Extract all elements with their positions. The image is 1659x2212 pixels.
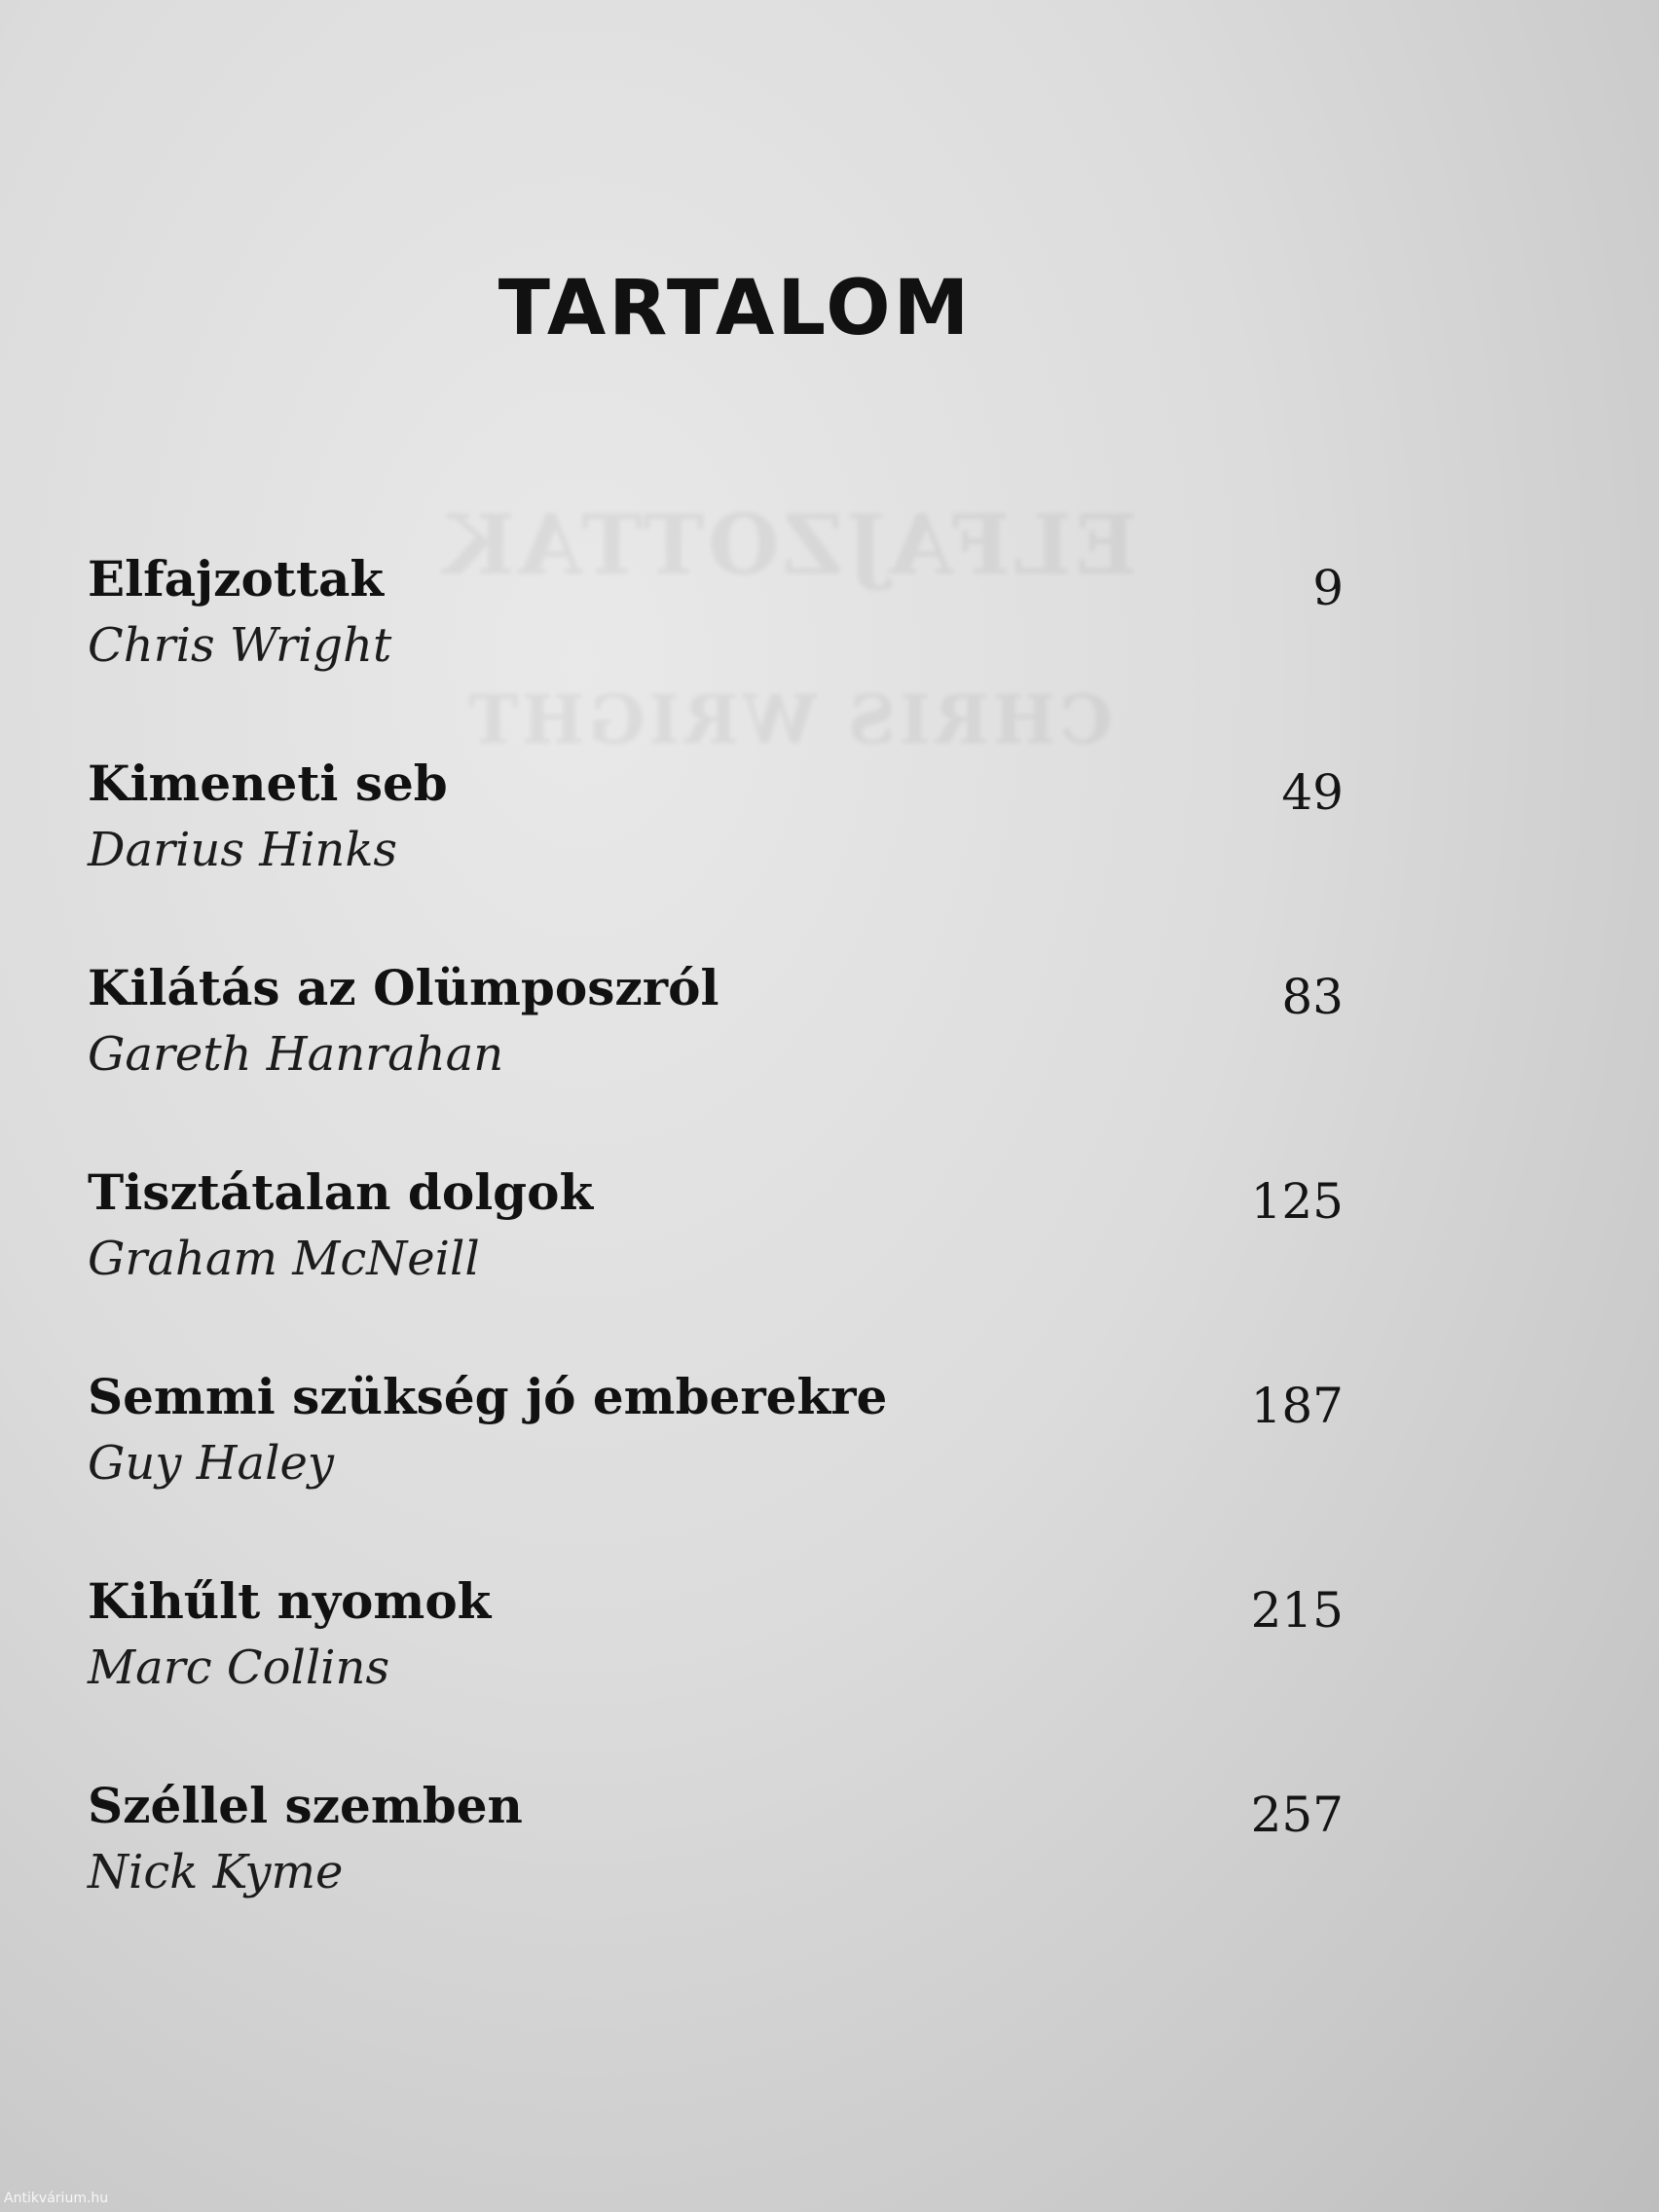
toc-entry-page-number: 9 — [1312, 560, 1344, 616]
bleed-through-author: CHRIS WRIGHT — [464, 682, 1113, 759]
toc-entry-title: Tisztátalan dolgok — [88, 1163, 594, 1221]
toc-entry-title: Semmi szükség jó emberekre — [88, 1368, 888, 1425]
toc-entry — [88, 1163, 1344, 1368]
toc-entry-author: Graham McNeill — [88, 1232, 480, 1286]
bleed-through-title: ELFAJZOTTAK — [439, 497, 1138, 593]
toc-entry-page-number: 83 — [1281, 969, 1344, 1025]
toc-entry — [88, 550, 1344, 755]
toc-entry-title: Kihűlt nyomok — [88, 1572, 492, 1630]
toc-entry — [88, 1572, 1344, 1777]
toc-entry — [88, 1368, 1344, 1572]
toc-entry-page-number: 49 — [1281, 764, 1344, 821]
toc-entry — [88, 1777, 1344, 1981]
toc-entry-author: Marc Collins — [88, 1641, 390, 1695]
toc-entry-page-number: 187 — [1250, 1378, 1344, 1434]
toc-entry-title: Elfajzottak — [88, 550, 385, 608]
toc-entry — [88, 755, 1344, 959]
toc-entry-author: Guy Haley — [88, 1436, 334, 1491]
toc-entry-page-number: 257 — [1250, 1787, 1344, 1843]
table-of-contents — [88, 550, 1344, 1981]
toc-entry-title: Széllel szemben — [88, 1777, 523, 1834]
page-heading: TARTALOM — [498, 265, 973, 352]
watermark: Antikvárium.hu — [4, 2191, 109, 2206]
toc-entry-page-number: 125 — [1250, 1173, 1344, 1230]
toc-entry-title: Kilátás az Olümposzról — [88, 959, 719, 1016]
toc-entry-page-number: 215 — [1250, 1582, 1344, 1639]
toc-entry-title: Kimeneti seb — [88, 755, 448, 812]
toc-entry — [88, 959, 1344, 1163]
toc-entry-author: Gareth Hanrahan — [88, 1027, 504, 1082]
toc-entry-author: Darius Hinks — [88, 823, 398, 877]
toc-entry-author: Chris Wright — [88, 618, 392, 673]
toc-entry-author: Nick Kyme — [88, 1845, 344, 1899]
